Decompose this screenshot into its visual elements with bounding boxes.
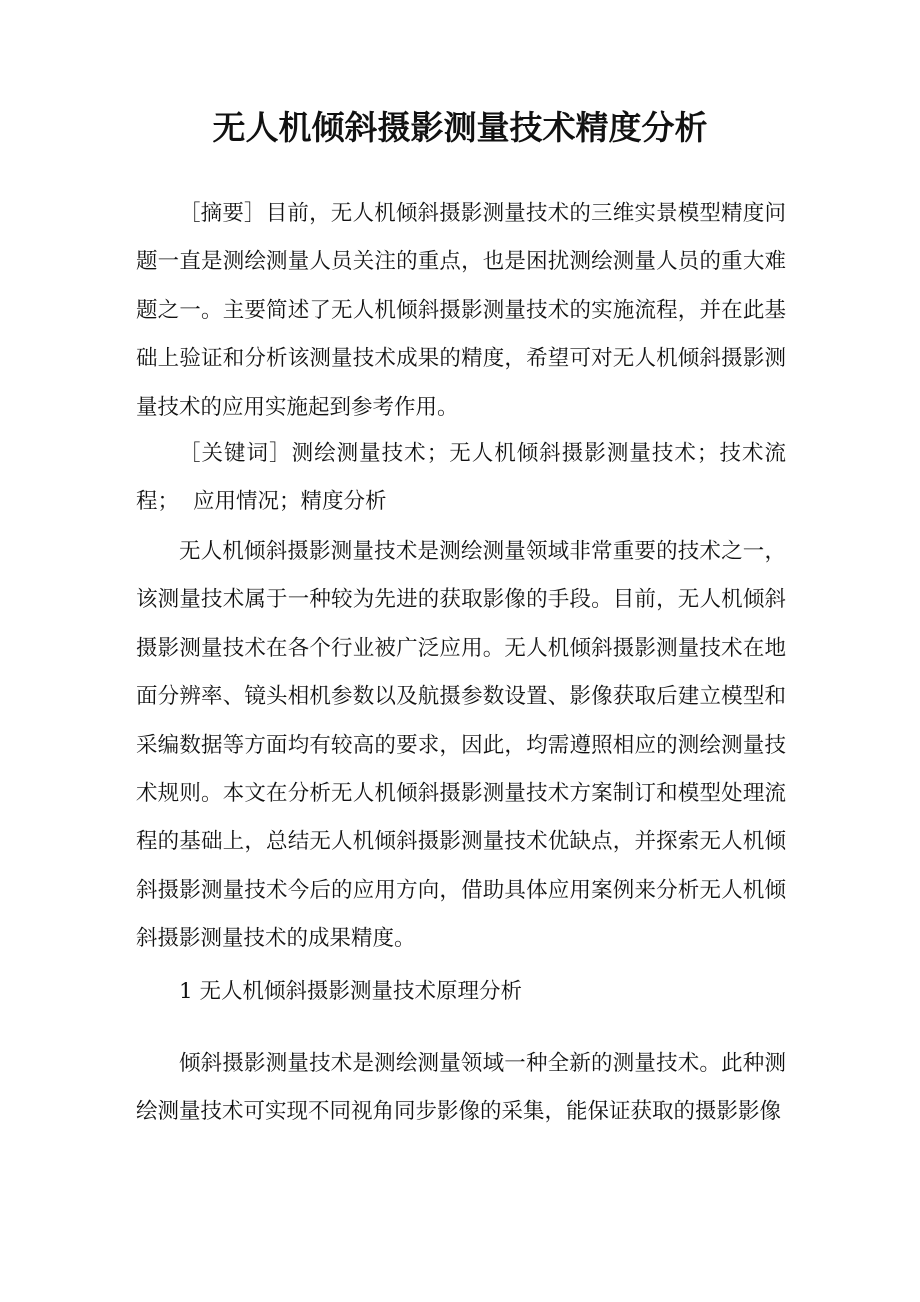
section-1-paragraph: 倾斜摄影测量技术是测绘测量领域一种全新的测量技术。此种测绘测量技术可实现不同视角同步影像的采集，能保证获取的摄影影像 [136, 1051, 786, 1125]
intro-paragraph: 无人机倾斜摄影测量技术是测绘测量领域非常重要的技术之一，该测量技术属于一种较为先进的获取影像的手段。目前，无人机倾斜摄影测量技术在各个行业被广泛应用。无人机倾斜摄影测量技术在地面分辨率、镜头相机参数以及航摄参数设置、影像获取后建立模型和采编数据等方面均有较高的要求，因此，均需遵照相应的测绘测量技术规则。本文在分析无人机倾斜摄影测量技术方案制订和模型处理流程的基础上，总结无人机倾斜摄影测量技术优缺点，并探索无人机倾斜摄影测量技术今后的应用方向，借助具体应用案例来分析无人机倾斜摄影测量技术的成果精度。 [136, 539, 786, 952]
keywords-group-2: 应用情况；精度分析 [193, 489, 387, 515]
keywords-paragraph [136, 430, 786, 527]
abstract-text: 目前，无人机倾斜摄影测量技术的三维实景模型精度问题一直是测绘测量人员关注的重点，也是困扰测绘测量人员的重大难题之一。主要简述了无人机倾斜摄影测量技术的实施流程，并在此基础上验证和分析该测量技术成果的精度，希望可对无人机倾斜摄影测量技术的应用实施起到参考作用。 [136, 201, 786, 420]
keywords-label: ［关键词］ [179, 441, 292, 466]
section-number: 1 [179, 979, 193, 1004]
abstract-paragraph [136, 190, 786, 432]
keywords-group-1: 测绘测量技术；无人机倾斜摄影测量技术；技术流程； [136, 441, 786, 515]
abstract-label: ［摘要］ [179, 201, 266, 226]
section-heading-text: 无人机倾斜摄影测量技术原理分析 [199, 979, 523, 1004]
section-heading-1 [136, 968, 786, 1016]
document-title: 无人机倾斜摄影测量技术精度分析 [212, 108, 708, 148]
